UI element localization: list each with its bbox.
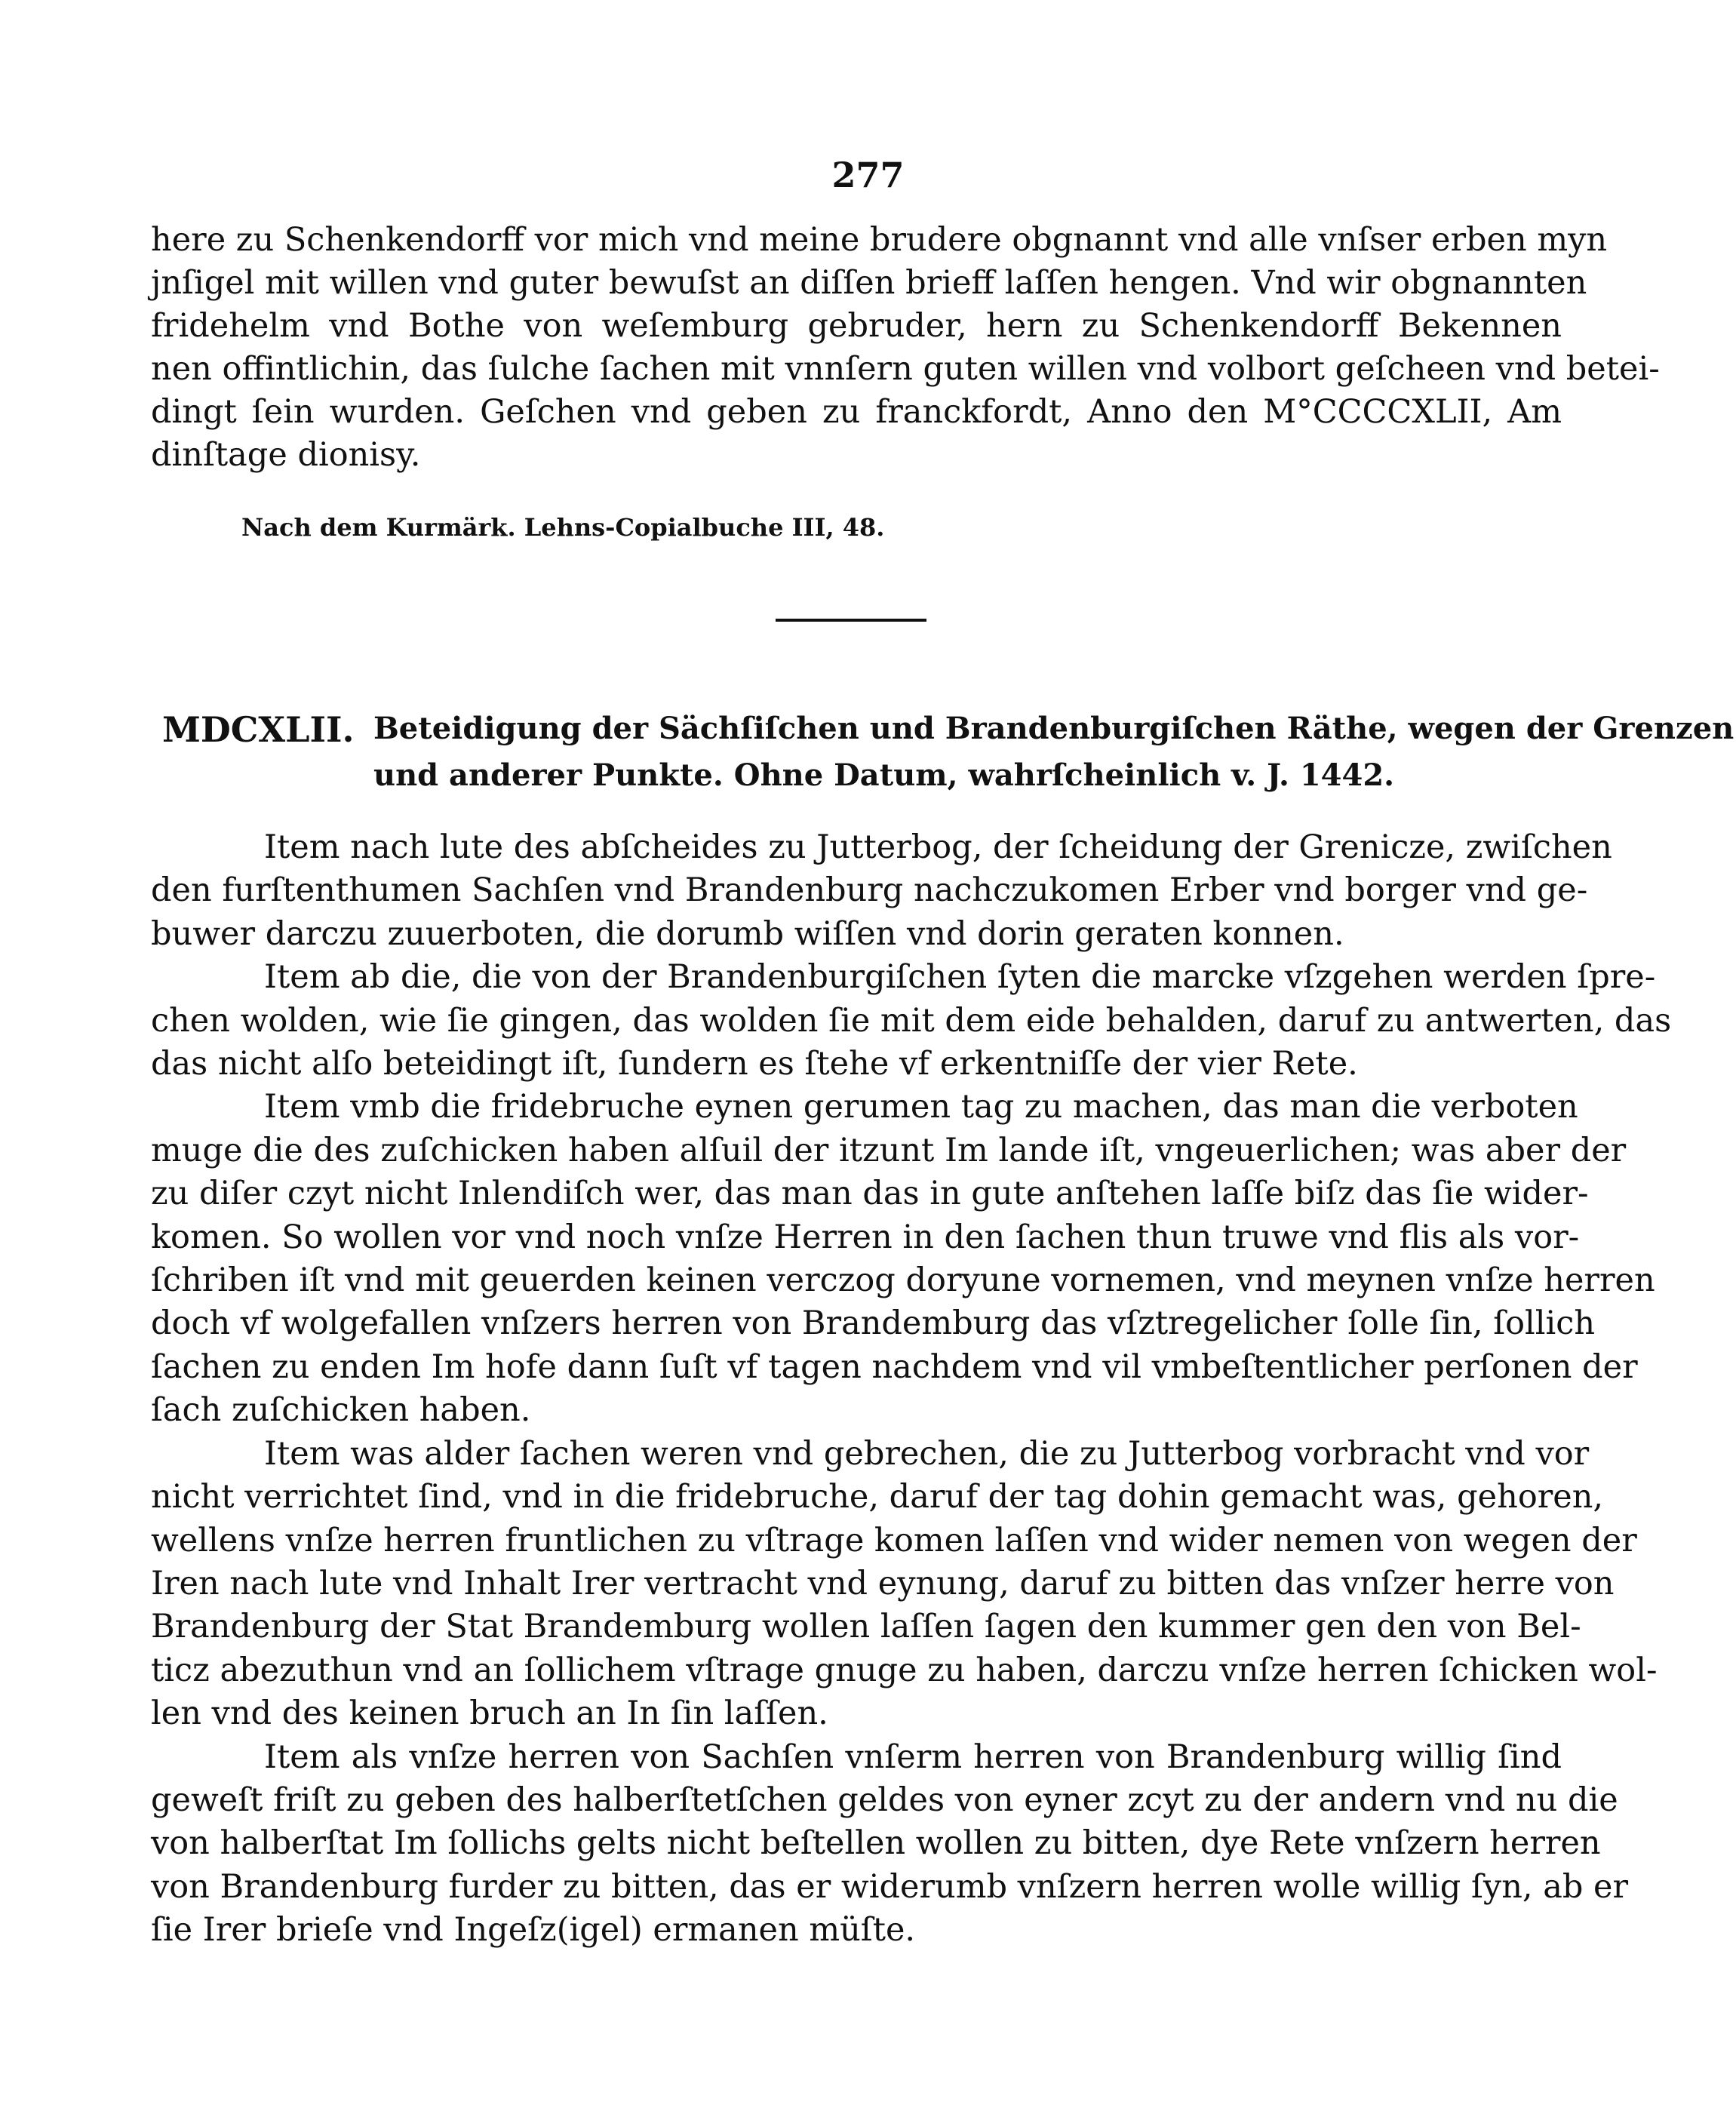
text-line: Item ab die, die von der Brandenburgiſchen ſyten die marcke vſzgehen werden ſpre- [264, 958, 1656, 997]
paragraph [151, 1433, 1658, 1736]
title-line: Beteidigung der Sächſiſchen und Brandenburgiſchen Räthe, wegen der Grenzen [373, 711, 1734, 746]
paragraph [151, 1736, 1629, 1953]
text-line: Item als vnſze herren von Sachſen vnſerm herren von Brandenburg willig ſind [264, 1738, 1562, 1776]
text-line: von halberſtat Im ſollichs gelts nicht beſtellen wollen zu bitten, dye Rete vnſzern herren [151, 1824, 1601, 1863]
text-line: komen. So wollen vor vnd noch vnſze Herren in den ſachen thun truwe vnd flis als vor- [151, 1218, 1580, 1256]
document-body [151, 826, 1672, 1953]
text-line: Item nach lute des abſcheides zu Jutterbog, der ſcheidung der Grenicze, zwiſchen [264, 828, 1612, 866]
page-number: 277 [831, 155, 905, 195]
text-line: ſie Irer brieſe vnd Ingeſz(igel) ermanen müſte. [151, 1911, 916, 1950]
top-paragraph [151, 219, 1660, 477]
document-number: MDCXLII. [162, 709, 355, 750]
text-line: nicht verrichtet ſind, vnd in die fridebruche, daruf der tag dohin gemacht was, gehoren, [151, 1478, 1604, 1516]
text-line: doch vf wolgefallen vnſzers herren von Brandemburg das vſztregelicher ſolle ſin, ſollich [151, 1304, 1596, 1343]
text-line: dinſtage dionisy. [151, 436, 421, 474]
text-line: dingt ſein wurden. Geſchen vnd geben zu franckfordt, Anno den M°CCCCXLII, Am [151, 393, 1562, 431]
text-line: geweſt friſt zu geben des halberſtetſchen geldes von eyner zcyt zu der andern vnd nu die [151, 1781, 1618, 1819]
text-line: buwer darczu zuuerboten, die dorumb wiſſen vnd dorin geraten konnen. [151, 914, 1344, 953]
text-line: jnſigel mit willen vnd guter bewuſst an diſſen brieff laſſen hengen. Vnd wir obgnannten [151, 264, 1587, 302]
text-line: fridehelm vnd Bothe von weſemburg gebruder, hern zu Schenkendorff Bekennen [151, 307, 1562, 345]
text-line: wellens vnſze herren fruntlichen zu vſtrage komen laſſen vnd wider nemen von wegen der [151, 1521, 1637, 1559]
text-line: zu diſer czyt nicht Inlendiſch wer, das man das in gute anſtehen laſſe biſz das ſie wider- [151, 1175, 1589, 1213]
text-line: ſachen zu enden Im hofe dann ſuſt vf tagen nachdem vnd vil vmbeſtentlicher perſonen der [151, 1347, 1638, 1386]
text-line: von Brandenburg furder zu bitten, das er widerumb vnſzern herren wolle willig ſyn, ab er [151, 1867, 1629, 1906]
text-line: ſach zuſchicken haben. [151, 1391, 531, 1430]
text-line: here zu Schenkendorff vor mich vnd meine brudere obgnannt vnd alle vnſser erben myn [151, 221, 1608, 259]
text-line: ticz abezuthun vnd an ſollichem vſtrage gnuge zu haben, darczu vnſze herren ſchicken wol- [151, 1651, 1658, 1689]
text-line: Iren nach lute vnd Inhalt Irer vertracht vnd eynung, daruf zu bitten das vnſzer herre von [151, 1564, 1615, 1602]
title-line: und anderer Punkte. Ohne Datum, wahrſcheinlich v. J. 1442. [373, 757, 1395, 793]
text-line: chen wolden, wie ſie gingen, das wolden ſie mit dem eide behalden, daruf zu antwerten, das [151, 1001, 1672, 1040]
paragraph [151, 956, 1672, 1086]
source-note: Nach dem Kurmärk. Lehns-Copialbuche III, 48. [241, 513, 885, 542]
section-divider [776, 619, 926, 622]
paragraph [151, 1086, 1655, 1432]
text-line: ſchriben iſt vnd mit geuerden keinen verczog doryune vornemen, vnd meynen vnſze herren [151, 1261, 1655, 1300]
text-line: das nicht alſo beteidingt iſt, ſundern es ſtehe vf erkentniſſe der vier Rete. [151, 1045, 1358, 1083]
text-line: nen offintlichin, das ſulche ſachen mit vnnſern guten willen vnd volbort geſcheen vnd betei- [151, 350, 1660, 388]
paragraph [151, 826, 1612, 956]
document-title [373, 705, 1734, 799]
text-line: Item was alder ſachen weren vnd gebrechen, die zu Jutterbog vorbracht vnd vor [264, 1434, 1590, 1473]
text-line: len vnd des keinen bruch an In ſin laſſen. [151, 1695, 828, 1733]
text-line: muge die des zuſchicken haben alſuil der itzunt Im lande iſt, vngeuerlichen; was aber der [151, 1131, 1627, 1169]
text-line: Brandenburg der Stat Brandemburg wollen laſſen ſagen den kummer gen den von Bel- [151, 1608, 1581, 1646]
text-line: den furſtenthumen Sachſen vnd Brandenburg nachczukomen Erber vnd borger vnd ge- [151, 871, 1588, 910]
text-line: Item vmb die fridebruche eynen gerumen tag zu machen, das man die verboten [264, 1088, 1578, 1126]
